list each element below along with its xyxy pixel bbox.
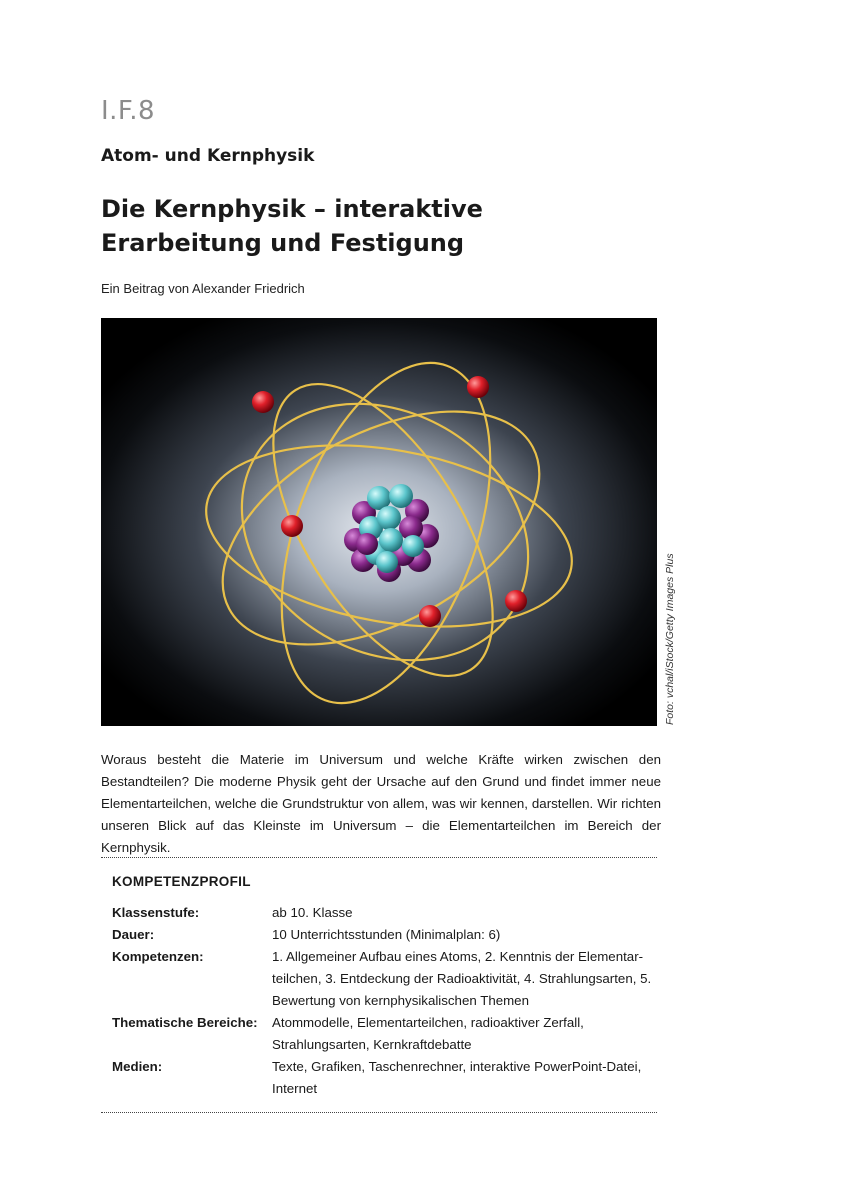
atom-illustration (101, 318, 657, 726)
profile-label: Thematische Bereiche: (112, 1015, 258, 1030)
profile-label: Dauer: (112, 927, 155, 942)
profile-row (112, 1056, 652, 1100)
profile-heading: KOMPETENZPROFIL (112, 874, 251, 889)
profile-row (112, 1012, 652, 1056)
profile-row (112, 902, 652, 924)
profile-value: 1. Allgemeiner Aufbau eines Atoms, 2. Kenntnis der Elementarteilchen, 3. Entdeckung der Radioaktivität, 4. Strahlungsarten, 5. Bewertung von kernphysikalischen Themen (272, 949, 652, 1008)
profile-value: ab 10. Klasse (272, 905, 353, 920)
atom-svg (101, 318, 657, 726)
profile-value: Texte, Grafiken, Taschenrechner, interaktive PowerPoint-Datei, Internet (272, 1059, 642, 1096)
profile-value: 10 Unterrichtsstunden (Minimalplan: 6) (272, 927, 501, 942)
profile-row (112, 924, 652, 946)
competence-profile (112, 874, 652, 1100)
electron-2 (467, 376, 489, 398)
page-title (101, 192, 483, 260)
electron-1 (252, 391, 274, 413)
profile-row (112, 946, 652, 1012)
profile-label: Kompetenzen: (112, 949, 204, 964)
divider-top (101, 857, 657, 858)
section-code: I.F.8 (101, 96, 156, 126)
title-line-1: Die Kernphysik – interaktive (101, 195, 483, 223)
profile-value: Atommodelle, Elementarteilchen, radioaktiver Zerfall, Strahlungsarten, Kernkraftdebatte (272, 1015, 584, 1052)
electron-3 (281, 515, 303, 537)
electron-5 (419, 605, 441, 627)
intro-paragraph: Woraus besteht die Materie im Universum und welche Kräfte wirken zwischen den Bestandteilen? Die moderne Physik geht der Ursache auf den Grund und findet immer neue Elementarteilchen, welche die Grundstruktur von allem, was wir kennen, darstellen. Wir richten unseren Blick auf das Kleinste im Universum – die Elementarteilchen im Bereich der Kernphysik. (101, 752, 661, 855)
title-line-2: Erarbeitung und Festigung (101, 229, 465, 257)
profile-label: Medien: (112, 1059, 163, 1074)
author-line: Ein Beitrag von Alexander Friedrich (101, 281, 305, 296)
topic-kicker: Atom- und Kernphysik (101, 146, 315, 166)
photo-credit: Foto: vchal/iStock/Getty Images Plus (664, 553, 676, 725)
divider-bottom (101, 1112, 657, 1113)
electron-4 (505, 590, 527, 612)
profile-label: Klassenstufe: (112, 905, 200, 920)
